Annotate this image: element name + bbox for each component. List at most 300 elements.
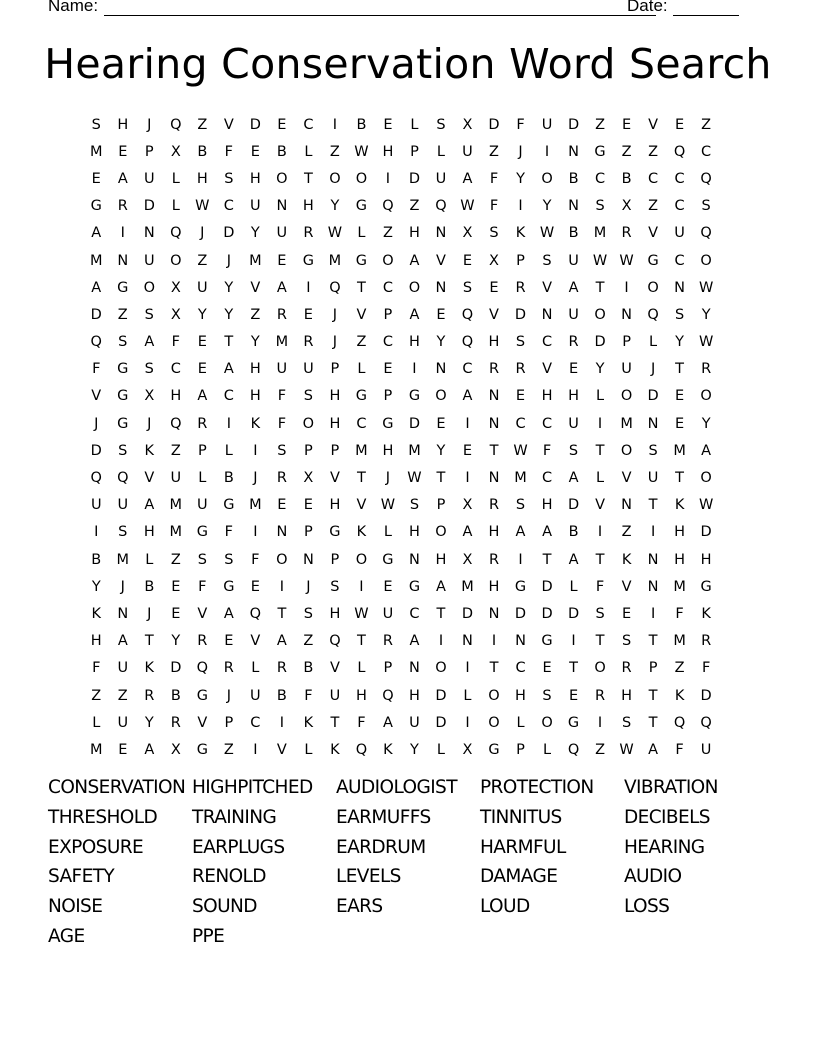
grid-letter: Z bbox=[170, 551, 181, 568]
grid-letter: W bbox=[539, 225, 555, 242]
grid-letter: L bbox=[145, 551, 154, 568]
grid-letter: W bbox=[619, 252, 634, 269]
grid-letter: J bbox=[226, 687, 231, 704]
grid-letter: D bbox=[170, 660, 182, 677]
grid-letter: G bbox=[117, 361, 129, 378]
grid-letter: W bbox=[592, 252, 608, 269]
grid-letter: A bbox=[409, 306, 420, 323]
grid-letter: I bbox=[253, 524, 258, 541]
grid-letter: J bbox=[147, 415, 152, 432]
grid-letter: W bbox=[698, 334, 714, 351]
grid-letter: I bbox=[120, 225, 125, 242]
grid-letter: F bbox=[516, 116, 525, 133]
grid-letter: M bbox=[249, 252, 262, 269]
grid-letter: N bbox=[621, 306, 632, 323]
grid-letter: O bbox=[355, 170, 368, 187]
grid-letter: Q bbox=[700, 225, 712, 242]
grid-letter: U bbox=[382, 605, 394, 622]
grid-letter: E bbox=[118, 143, 128, 160]
grid-letter: R bbox=[382, 633, 393, 650]
grid-letter: C bbox=[250, 714, 261, 731]
grid-letter: L bbox=[304, 741, 313, 758]
grid-row bbox=[83, 736, 746, 763]
grid-letter: N bbox=[117, 252, 129, 269]
word-bank-item: TRAINING bbox=[192, 806, 277, 828]
grid-letter: H bbox=[382, 143, 394, 160]
name-blank-line bbox=[104, 15, 656, 16]
grid-letter: F bbox=[277, 388, 287, 405]
grid-row bbox=[83, 655, 746, 682]
grid-letter: I bbox=[94, 524, 99, 541]
grid-letter: L bbox=[92, 714, 101, 731]
grid-letter: H bbox=[408, 225, 420, 242]
word-bank-item: EARMUFFS bbox=[336, 806, 431, 828]
grid-letter: V bbox=[648, 116, 659, 133]
grid-letter: S bbox=[303, 605, 313, 622]
grid-letter: R bbox=[595, 687, 606, 704]
grid-letter: I bbox=[518, 198, 523, 215]
grid-letter: U bbox=[250, 198, 261, 215]
grid-letter: G bbox=[223, 578, 235, 595]
word-bank-item: LEVELS bbox=[336, 866, 401, 888]
grid-letter: P bbox=[410, 143, 419, 160]
grid-letter: D bbox=[541, 605, 553, 622]
grid-letter: E bbox=[91, 170, 101, 187]
grid-letter: G bbox=[700, 578, 712, 595]
grid-letter: S bbox=[542, 252, 552, 269]
grid-letter: U bbox=[303, 361, 314, 378]
grid-letter: R bbox=[303, 334, 314, 351]
grid-letter: Q bbox=[700, 170, 712, 187]
grid-letter: P bbox=[330, 442, 340, 459]
grid-letter: S bbox=[91, 116, 101, 133]
grid-letter: Z bbox=[117, 687, 128, 704]
grid-letter: A bbox=[144, 334, 155, 351]
grid-letter: R bbox=[197, 633, 208, 650]
grid-letter: L bbox=[436, 741, 445, 758]
grid-letter: N bbox=[647, 415, 659, 432]
grid-letter: C bbox=[223, 388, 234, 405]
grid-letter: S bbox=[542, 687, 552, 704]
grid-letter: S bbox=[144, 361, 154, 378]
grid-letter: P bbox=[436, 497, 446, 514]
grid-letter: I bbox=[597, 415, 603, 432]
grid-letter: T bbox=[224, 334, 234, 351]
grid-letter: X bbox=[462, 741, 473, 758]
grid-letter: P bbox=[330, 551, 340, 568]
grid-letter: H bbox=[488, 524, 500, 541]
grid-letter: Q bbox=[196, 660, 209, 677]
grid-letter: S bbox=[648, 442, 658, 459]
grid-letter: F bbox=[489, 170, 499, 187]
grid-letter: E bbox=[303, 497, 313, 514]
grid-letter: Q bbox=[647, 306, 659, 323]
grid-letter: H bbox=[329, 605, 341, 622]
grid-letter: W bbox=[513, 442, 528, 459]
grid-letter: J bbox=[332, 306, 338, 323]
grid-letter: V bbox=[489, 306, 499, 323]
grid-letter: U bbox=[276, 361, 288, 378]
grid-letter: Z bbox=[648, 143, 659, 160]
grid-letter: V bbox=[329, 660, 340, 677]
grid-letter: I bbox=[465, 415, 470, 432]
grid-letter: A bbox=[568, 279, 579, 296]
grid-letter: U bbox=[462, 143, 473, 160]
grid-letter: C bbox=[356, 415, 367, 432]
grid-letter: A bbox=[223, 361, 234, 378]
grid-letter: L bbox=[596, 470, 605, 487]
grid-letter: Q bbox=[249, 605, 262, 622]
grid-letter: O bbox=[620, 388, 633, 405]
grid-letter: I bbox=[491, 633, 497, 650]
grid-letter: V bbox=[356, 306, 367, 323]
grid-letter: E bbox=[250, 578, 260, 595]
grid-letter: E bbox=[118, 741, 128, 758]
grid-letter: E bbox=[197, 334, 207, 351]
grid-letter: U bbox=[197, 279, 208, 296]
grid-row bbox=[83, 274, 746, 301]
grid-letter: E bbox=[171, 578, 181, 595]
grid-letter: G bbox=[329, 524, 341, 541]
grid-letter: G bbox=[196, 524, 208, 541]
grid-letter: T bbox=[144, 633, 154, 650]
grid-letter: F bbox=[92, 361, 101, 378]
grid-letter: Q bbox=[329, 633, 341, 650]
grid-letter: D bbox=[514, 306, 527, 323]
grid-letter: C bbox=[541, 415, 553, 432]
grid-letter: B bbox=[91, 551, 102, 568]
grid-letter: D bbox=[567, 116, 580, 133]
grid-letter: L bbox=[304, 143, 313, 160]
grid-letter: X bbox=[144, 388, 155, 405]
grid-letter: K bbox=[356, 524, 367, 541]
grid-letter: T bbox=[356, 633, 366, 650]
grid-letter: S bbox=[595, 605, 605, 622]
grid-letter: Z bbox=[91, 687, 102, 704]
grid-letter: S bbox=[674, 306, 685, 323]
grid-letter: C bbox=[701, 143, 712, 160]
grid-letter: Y bbox=[701, 415, 711, 432]
grid-letter: Z bbox=[701, 116, 712, 133]
grid-letter: P bbox=[383, 660, 393, 677]
grid-letter: Q bbox=[567, 741, 580, 758]
grid-letter: A bbox=[91, 225, 102, 242]
grid-letter: F bbox=[277, 415, 287, 432]
grid-letter: R bbox=[223, 660, 234, 677]
grid-letter: E bbox=[542, 660, 552, 677]
grid-row bbox=[83, 138, 746, 165]
grid-letter: E bbox=[250, 143, 260, 160]
grid-letter: O bbox=[488, 687, 500, 704]
word-bank-item: TINNITUS bbox=[480, 806, 562, 828]
grid-letter: D bbox=[143, 198, 155, 215]
grid-letter: Q bbox=[700, 714, 712, 731]
grid-letter: M bbox=[169, 524, 183, 541]
grid-letter: S bbox=[118, 442, 128, 459]
grid-letter: T bbox=[569, 660, 578, 677]
grid-letter: N bbox=[621, 497, 632, 514]
grid-letter: H bbox=[541, 497, 553, 514]
grid-letter: O bbox=[329, 170, 341, 187]
grid-letter: D bbox=[90, 306, 102, 323]
grid-letter: L bbox=[436, 143, 445, 160]
grid-letter: N bbox=[488, 605, 500, 622]
grid-letter: R bbox=[701, 633, 712, 650]
letter-grid bbox=[83, 111, 746, 764]
grid-letter: A bbox=[276, 279, 287, 296]
grid-letter: I bbox=[385, 170, 391, 187]
grid-letter: F bbox=[595, 578, 605, 595]
grid-letter: U bbox=[276, 225, 288, 242]
grid-letter: Z bbox=[409, 198, 420, 215]
grid-letter: E bbox=[383, 578, 393, 595]
grid-letter: Y bbox=[91, 578, 101, 595]
word-bank-item: PPE bbox=[192, 925, 225, 947]
grid-letter: S bbox=[224, 551, 234, 568]
grid-letter: H bbox=[488, 578, 500, 595]
grid-letter: K bbox=[144, 660, 155, 677]
grid-letter: G bbox=[355, 252, 368, 269]
grid-letter: Z bbox=[197, 252, 208, 269]
grid-letter: Z bbox=[595, 741, 606, 758]
grid-row bbox=[83, 193, 746, 220]
grid-letter: J bbox=[385, 470, 391, 487]
grid-letter: N bbox=[515, 633, 526, 650]
grid-letter: Z bbox=[621, 143, 632, 160]
grid-letter: J bbox=[147, 605, 152, 622]
grid-letter: K bbox=[303, 714, 314, 731]
grid-letter: T bbox=[436, 605, 446, 622]
grid-letter: B bbox=[197, 143, 208, 160]
grid-letter: F bbox=[542, 442, 552, 459]
grid-letter: B bbox=[276, 687, 287, 704]
grid-letter: H bbox=[329, 415, 341, 432]
grid-letter: U bbox=[541, 116, 553, 133]
grid-letter: L bbox=[357, 660, 366, 677]
grid-letter: R bbox=[276, 306, 287, 323]
grid-letter: N bbox=[435, 279, 447, 296]
grid-letter: G bbox=[90, 198, 102, 215]
grid-letter: N bbox=[117, 605, 129, 622]
word-bank-item: NOISE bbox=[48, 896, 103, 918]
grid-letter: N bbox=[409, 660, 420, 677]
grid-letter: A bbox=[276, 633, 287, 650]
grid-letter: H bbox=[249, 361, 261, 378]
grid-letter: C bbox=[594, 170, 606, 187]
grid-letter: N bbox=[276, 524, 288, 541]
grid-letter: V bbox=[595, 497, 606, 514]
grid-letter: H bbox=[435, 551, 447, 568]
grid-letter: L bbox=[383, 524, 392, 541]
grid-row bbox=[83, 492, 746, 519]
grid-letter: T bbox=[595, 633, 605, 650]
grid-letter: T bbox=[595, 279, 605, 296]
grid-letter: O bbox=[700, 252, 712, 269]
grid-letter: F bbox=[357, 714, 366, 731]
grid-letter: D bbox=[514, 605, 527, 622]
grid-letter: P bbox=[304, 442, 313, 459]
grid-letter: Z bbox=[356, 334, 367, 351]
grid-letter: R bbox=[488, 551, 500, 568]
grid-letter: P bbox=[304, 524, 313, 541]
grid-letter: Z bbox=[595, 116, 606, 133]
grid-letter: I bbox=[306, 279, 311, 296]
grid-letter: G bbox=[567, 714, 580, 731]
grid-letter: C bbox=[674, 198, 685, 215]
grid-letter: X bbox=[462, 497, 473, 514]
grid-letter: X bbox=[170, 279, 181, 296]
grid-letter: S bbox=[621, 714, 632, 731]
grid-letter: G bbox=[355, 388, 368, 405]
grid-letter: E bbox=[277, 497, 287, 514]
grid-letter: T bbox=[542, 551, 552, 568]
grid-letter: E bbox=[568, 687, 579, 704]
grid-letter: S bbox=[409, 497, 420, 514]
grid-letter: G bbox=[541, 633, 553, 650]
grid-letter: A bbox=[117, 633, 128, 650]
grid-letter: E bbox=[171, 605, 181, 622]
grid-letter: T bbox=[277, 605, 287, 622]
grid-letter: I bbox=[279, 714, 284, 731]
grid-letter: U bbox=[568, 306, 579, 323]
grid-letter: W bbox=[698, 279, 714, 296]
grid-letter: L bbox=[463, 687, 472, 704]
grid-letter: U bbox=[117, 714, 129, 731]
grid-letter: Y bbox=[224, 306, 234, 323]
grid-letter: O bbox=[541, 714, 553, 731]
grid-letter: T bbox=[675, 361, 685, 378]
grid-letter: I bbox=[332, 116, 338, 133]
grid-letter: C bbox=[674, 252, 685, 269]
grid-letter: A bbox=[462, 388, 473, 405]
grid-row bbox=[83, 383, 746, 410]
grid-letter: P bbox=[330, 361, 340, 378]
grid-letter: W bbox=[327, 225, 343, 242]
grid-letter: G bbox=[647, 252, 659, 269]
grid-letter: M bbox=[275, 334, 289, 351]
grid-letter: B bbox=[568, 225, 579, 242]
grid-letter: G bbox=[408, 388, 421, 405]
grid-letter: E bbox=[621, 116, 632, 133]
grid-letter: O bbox=[435, 524, 447, 541]
grid-letter: O bbox=[170, 252, 182, 269]
grid-letter: T bbox=[489, 660, 499, 677]
grid-letter: R bbox=[621, 225, 632, 242]
grid-letter: F bbox=[675, 741, 684, 758]
grid-letter: R bbox=[170, 714, 181, 731]
grid-row bbox=[83, 437, 746, 464]
grid-letter: D bbox=[435, 687, 447, 704]
grid-letter: S bbox=[436, 116, 446, 133]
grid-letter: D bbox=[90, 442, 102, 459]
grid-letter: H bbox=[329, 497, 341, 514]
grid-letter: K bbox=[621, 551, 632, 568]
grid-letter: Z bbox=[621, 524, 632, 541]
grid-letter: A bbox=[436, 578, 446, 595]
grid-letter: G bbox=[382, 415, 394, 432]
grid-letter: H bbox=[382, 442, 394, 459]
grid-letter: M bbox=[408, 442, 421, 459]
grid-letter: Y bbox=[595, 361, 605, 378]
grid-letter: L bbox=[171, 170, 180, 187]
grid-letter: L bbox=[649, 334, 658, 351]
grid-letter: C bbox=[541, 470, 553, 487]
grid-letter: G bbox=[408, 578, 421, 595]
grid-letter: A bbox=[542, 524, 552, 541]
grid-letter: N bbox=[409, 551, 420, 568]
grid-letter: V bbox=[621, 470, 632, 487]
word-bank-item: THRESHOLD bbox=[48, 806, 158, 828]
grid-letter: S bbox=[277, 442, 287, 459]
grid-letter: R bbox=[488, 361, 500, 378]
word-bank-item: SOUND bbox=[192, 896, 257, 918]
grid-letter: R bbox=[515, 361, 526, 378]
grid-letter: A bbox=[144, 741, 155, 758]
grid-letter: M bbox=[355, 442, 368, 459]
grid-row bbox=[83, 165, 746, 192]
grid-letter: R bbox=[621, 660, 632, 677]
grid-letter: S bbox=[462, 279, 473, 296]
grid-letter: B bbox=[303, 660, 314, 677]
grid-letter: H bbox=[568, 388, 579, 405]
grid-letter: T bbox=[489, 442, 499, 459]
grid-letter: O bbox=[488, 714, 500, 731]
grid-letter: J bbox=[147, 116, 152, 133]
grid-letter: E bbox=[462, 442, 473, 459]
grid-letter: W bbox=[380, 497, 396, 514]
word-bank-item: EARPLUGS bbox=[192, 836, 285, 858]
grid-letter: Z bbox=[489, 143, 499, 160]
grid-letter: Q bbox=[673, 143, 686, 160]
grid-row bbox=[83, 682, 746, 709]
word-bank-item: LOUD bbox=[480, 896, 530, 918]
grid-letter: G bbox=[223, 497, 235, 514]
grid-letter: K bbox=[383, 741, 393, 758]
grid-letter: I bbox=[465, 714, 470, 731]
grid-letter: T bbox=[595, 551, 605, 568]
grid-row bbox=[83, 301, 746, 328]
grid-letter: B bbox=[223, 470, 234, 487]
grid-letter: M bbox=[169, 497, 183, 514]
header-row bbox=[48, 0, 748, 20]
grid-letter: T bbox=[648, 497, 658, 514]
grid-letter: F bbox=[224, 524, 233, 541]
grid-letter: P bbox=[197, 442, 207, 459]
grid-letter: R bbox=[568, 334, 579, 351]
grid-letter: U bbox=[117, 660, 129, 677]
grid-letter: Z bbox=[648, 198, 659, 215]
grid-letter: I bbox=[624, 279, 629, 296]
grid-letter: X bbox=[621, 198, 632, 215]
grid-letter: C bbox=[674, 170, 685, 187]
grid-letter: K bbox=[330, 741, 340, 758]
grid-letter: V bbox=[542, 279, 552, 296]
grid-letter: L bbox=[198, 470, 207, 487]
grid-letter: E bbox=[436, 306, 446, 323]
grid-letter: F bbox=[251, 551, 260, 568]
grid-letter: U bbox=[250, 687, 261, 704]
grid-letter: M bbox=[593, 225, 607, 242]
grid-letter: Y bbox=[516, 170, 525, 187]
grid-letter: A bbox=[462, 170, 473, 187]
grid-letter: L bbox=[251, 660, 260, 677]
grid-letter: C bbox=[382, 279, 393, 296]
grid-letter: W bbox=[698, 497, 714, 514]
grid-letter: L bbox=[410, 116, 419, 133]
grid-letter: E bbox=[277, 252, 287, 269]
grid-letter: T bbox=[648, 687, 658, 704]
grid-letter: E bbox=[621, 605, 632, 622]
